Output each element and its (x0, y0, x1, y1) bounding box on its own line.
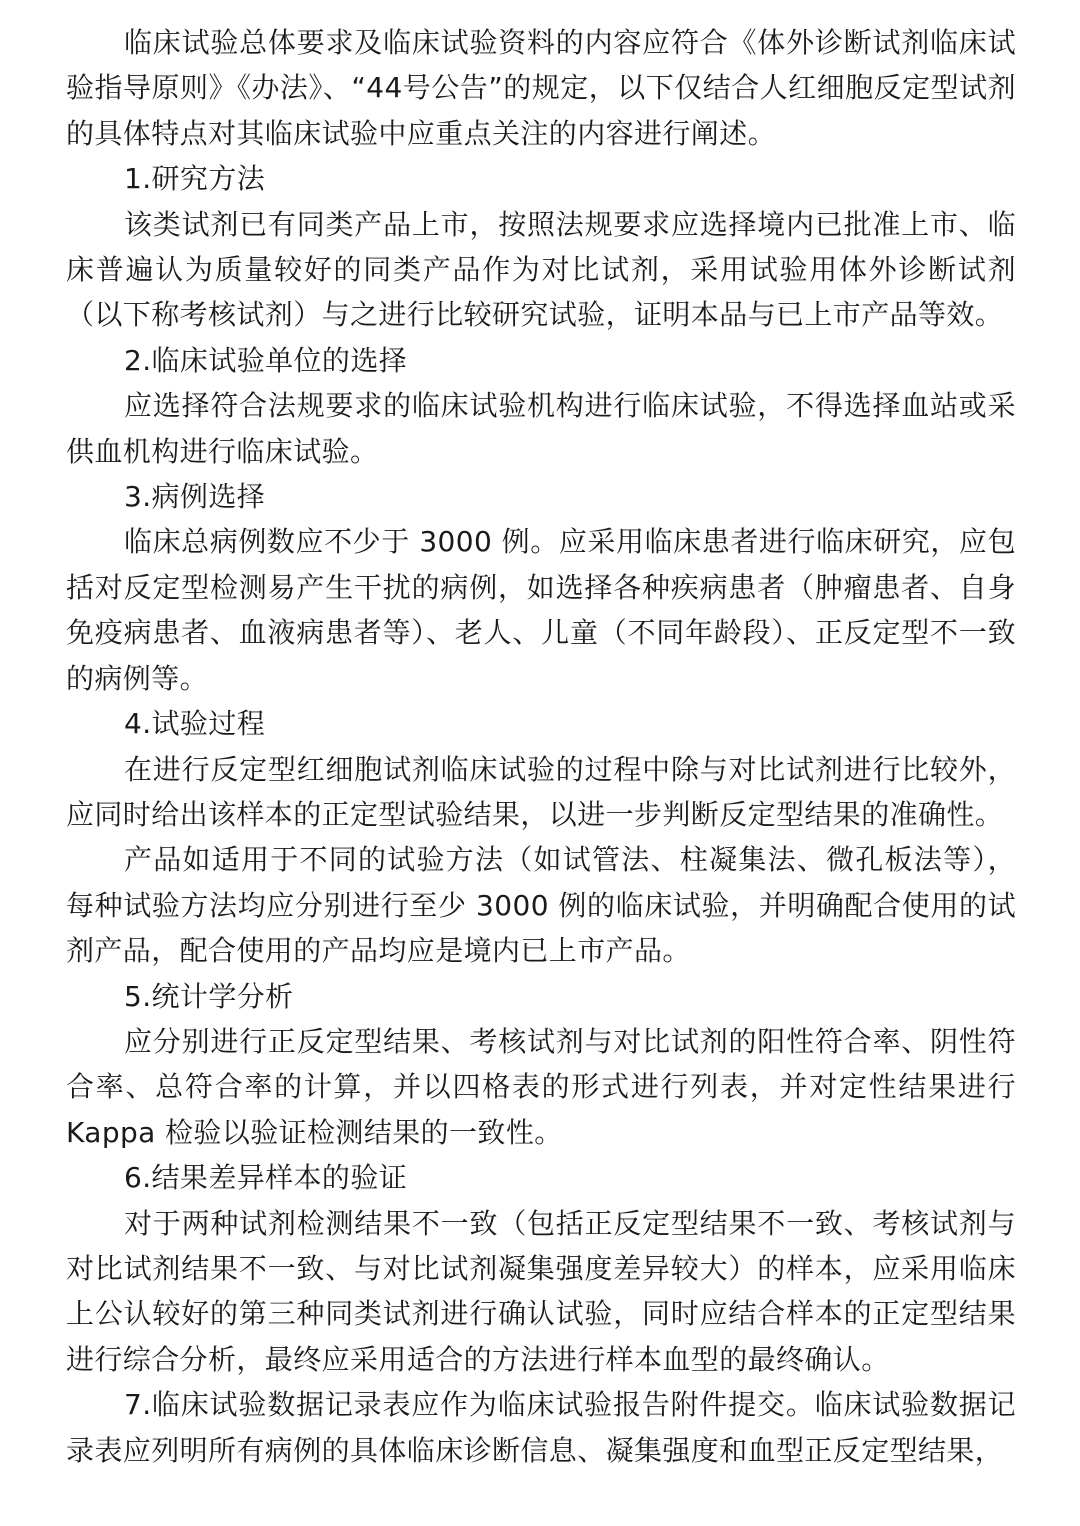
section-heading-case-selection: 3.病例选择 (124, 480, 266, 514)
trial-process-paragraph-2: 产品如适用于不同的试验方法（如试管法、柱凝集法、微孔板法等），每种试验方法均应分别进行至少 3000 例的临床试验，并明确配合使用的试剂产品，配合使用的产品均应是境内已上市产品。 (66, 843, 1016, 968)
section-heading-discrepant-sample-verification: 6.结果差异样本的验证 (124, 1161, 408, 1195)
trial-process-paragraph-1: 在进行反定型红细胞试剂临床试验的过程中除与对比试剂进行比较外，应同时给出该样本的正定型试验结果，以进一步判断反定型结果的准确性。 (66, 752, 1016, 831)
trial-site-paragraph: 应选择符合法规要求的临床试验机构进行临床试验，不得选择血站或采供血机构进行临床试验。 (66, 389, 1016, 468)
research-method-paragraph: 该类试剂已有同类产品上市，按照法规要求应选择境内已批准上市、临床普遍认为质量较好的同类产品作为对比试剂，采用试验用体外诊断试剂（以下称考核试剂）与之进行比较研究试验，证明本品与已上市产品等效。 (66, 207, 1016, 332)
intro-paragraph: 临床试验总体要求及临床试验资料的内容应符合《体外诊断试剂临床试验指导原则》《办法》、“44号公告”的规定，以下仅结合人红细胞反定型试剂的具体特点对其临床试验中应重点关注的内容进行阐述。 (66, 26, 1016, 150)
section-heading-statistical-analysis: 5.统计学分析 (124, 979, 294, 1013)
section-heading-trial-process: 4.试验过程 (124, 707, 266, 741)
data-record-paragraph: 7.临床试验数据记录表应作为临床试验报告附件提交。临床试验数据记录表应列明所有病例的具体临床诊断信息、凝集强度和血型正反定型结果， (66, 1388, 1016, 1467)
case-selection-paragraph: 临床总病例数应不少于 3000 例。应采用临床患者进行临床研究，应包括对反定型检测易产生干扰的病例，如选择各种疾病患者（肿瘤患者、自身免疫病患者、血液病患者等）、老人、儿童（不同年龄段）、正反定型不一致的病例等。 (66, 525, 1016, 695)
discrepant-sample-paragraph: 对于两种试剂检测结果不一致（包括正反定型结果不一致、考核试剂与对比试剂结果不一致、与对比试剂凝集强度差异较大）的样本，应采用临床上公认较好的第三种同类试剂进行确认试验，同时应结合样本的正定型结果进行综合分析，最终应采用适合的方法进行样本血型的最终确认。 (66, 1206, 1016, 1376)
section-heading-research-method: 1.研究方法 (124, 162, 266, 196)
statistical-analysis-paragraph: 应分别进行正反定型结果、考核试剂与对比试剂的阳性符合率、阴性符合率、总符合率的计算，并以四格表的形式进行列表，并对定性结果进行 Kappa 检验以验证检测结果的一致性。 (66, 1024, 1016, 1149)
section-heading-trial-site-selection: 2.临床试验单位的选择 (124, 343, 408, 377)
